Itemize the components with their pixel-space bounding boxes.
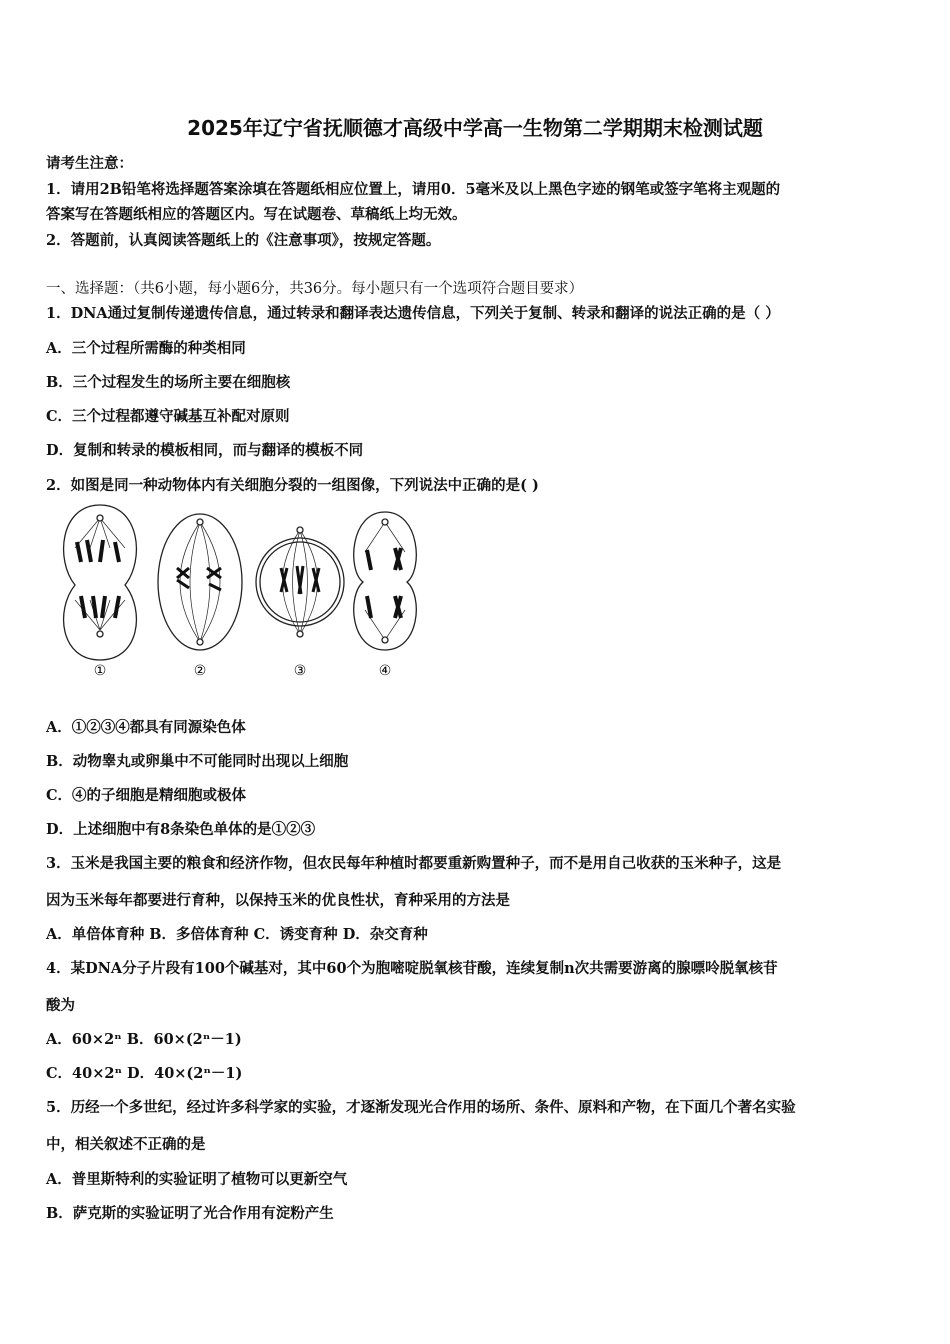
notice-heading: 请考生注意： xyxy=(46,155,133,172)
q3-stem-a: 3．玉米是我国主要的粮食和经济作物，但农民每年种植时都要重新购置种子，而不是用自己收获的玉米种子，这是 xyxy=(46,855,782,872)
notice-item-2: 2．答题前，认真阅读答题纸上的《注意事项》，按规定答题。 xyxy=(46,232,441,249)
q2-option-d: D．上述细胞中有8条染色单体的是①②③ xyxy=(46,821,316,838)
q2-option-c: C．④的子细胞是精细胞或极体 xyxy=(46,787,247,804)
fig-label-1: ① xyxy=(93,663,107,679)
q1-option-c: C．三个过程都遵守碱基互补配对原则 xyxy=(46,408,290,425)
q3-options: A．单倍体育种 B．多倍体育种 C．诱变育种 D．杂交育种 xyxy=(46,926,428,943)
q1-option-b: B．三个过程发生的场所主要在细胞核 xyxy=(46,374,291,391)
fig-label-4: ④ xyxy=(378,663,392,679)
section-heading: 一、选择题：（共6小题，每小题6分，共36分。每小题只有一个选项符合题目要求） xyxy=(46,281,584,297)
q1-option-d: D．复制和转录的模板相同，而与翻译的模板不同 xyxy=(46,442,364,459)
q5-option-b: B．萨克斯的实验证明了光合作用有淀粉产生 xyxy=(46,1205,334,1222)
q5-stem-a: 5．历经一个多世纪，经过许多科学家的实验，才逐渐发现光合作用的场所、条件、原料和产物，在下面几个著名实验 xyxy=(46,1099,796,1116)
cell-4 xyxy=(354,512,417,650)
q4-options-row-2: C．40×2ⁿ D．40×(2ⁿ－1) xyxy=(46,1065,243,1082)
fig-label-3: ③ xyxy=(293,663,307,679)
cell-2 xyxy=(158,514,242,650)
notice-item-1a: 1．请用2B铅笔将选择题答案涂填在答题纸相应位置上，请用0．5毫米及以上黑色字迹的钢笔或签字笔将主观题的 xyxy=(46,181,781,198)
fig-label-2: ② xyxy=(193,663,207,679)
q5-stem-b: 中，相关叙述不正确的是 xyxy=(46,1136,206,1153)
q3-stem-b: 因为玉米每年都要进行育种，以保持玉米的优良性状，育种采用的方法是 xyxy=(46,892,510,909)
q4-options-row-1: A．60×2ⁿ B．60×(2ⁿ－1) xyxy=(46,1031,242,1048)
q2-stem: 2．如图是同一种动物体内有关细胞分裂的一组图像，下列说法中正确的是( ) xyxy=(46,477,539,494)
cell-3 xyxy=(256,527,344,637)
q1-option-a: A．三个过程所需酶的种类相同 xyxy=(46,340,246,357)
notice-item-1b: 答案写在答题纸相应的答题区内。写在试题卷、草稿纸上均无效。 xyxy=(46,206,467,223)
page-title: 2025年辽宁省抚顺德才高级中学高一生物第二学期期末检测试题 xyxy=(187,116,763,140)
cell-division-figure xyxy=(55,500,425,685)
q4-stem-b: 酸为 xyxy=(46,997,75,1014)
q5-option-a: A．普里斯特利的实验证明了植物可以更新空气 xyxy=(46,1171,348,1188)
q2-option-b: B．动物睾丸或卵巢中不可能同时出现以上细胞 xyxy=(46,753,349,770)
q2-option-a: A．①②③④都具有同源染色体 xyxy=(46,719,246,736)
cell-1 xyxy=(64,505,137,660)
q4-stem-a: 4．某DNA分子片段有100个碱基对，其中60个为胞嘧啶脱氧核苷酸，连续复制n次共需要游离的腺嘌呤脱氧核苷 xyxy=(46,960,778,977)
q1-stem: 1．DNA通过复制传递遗传信息，通过转录和翻译表达遗传信息，下列关于复制、转录和翻译的说法正确的是（ ） xyxy=(46,305,780,322)
